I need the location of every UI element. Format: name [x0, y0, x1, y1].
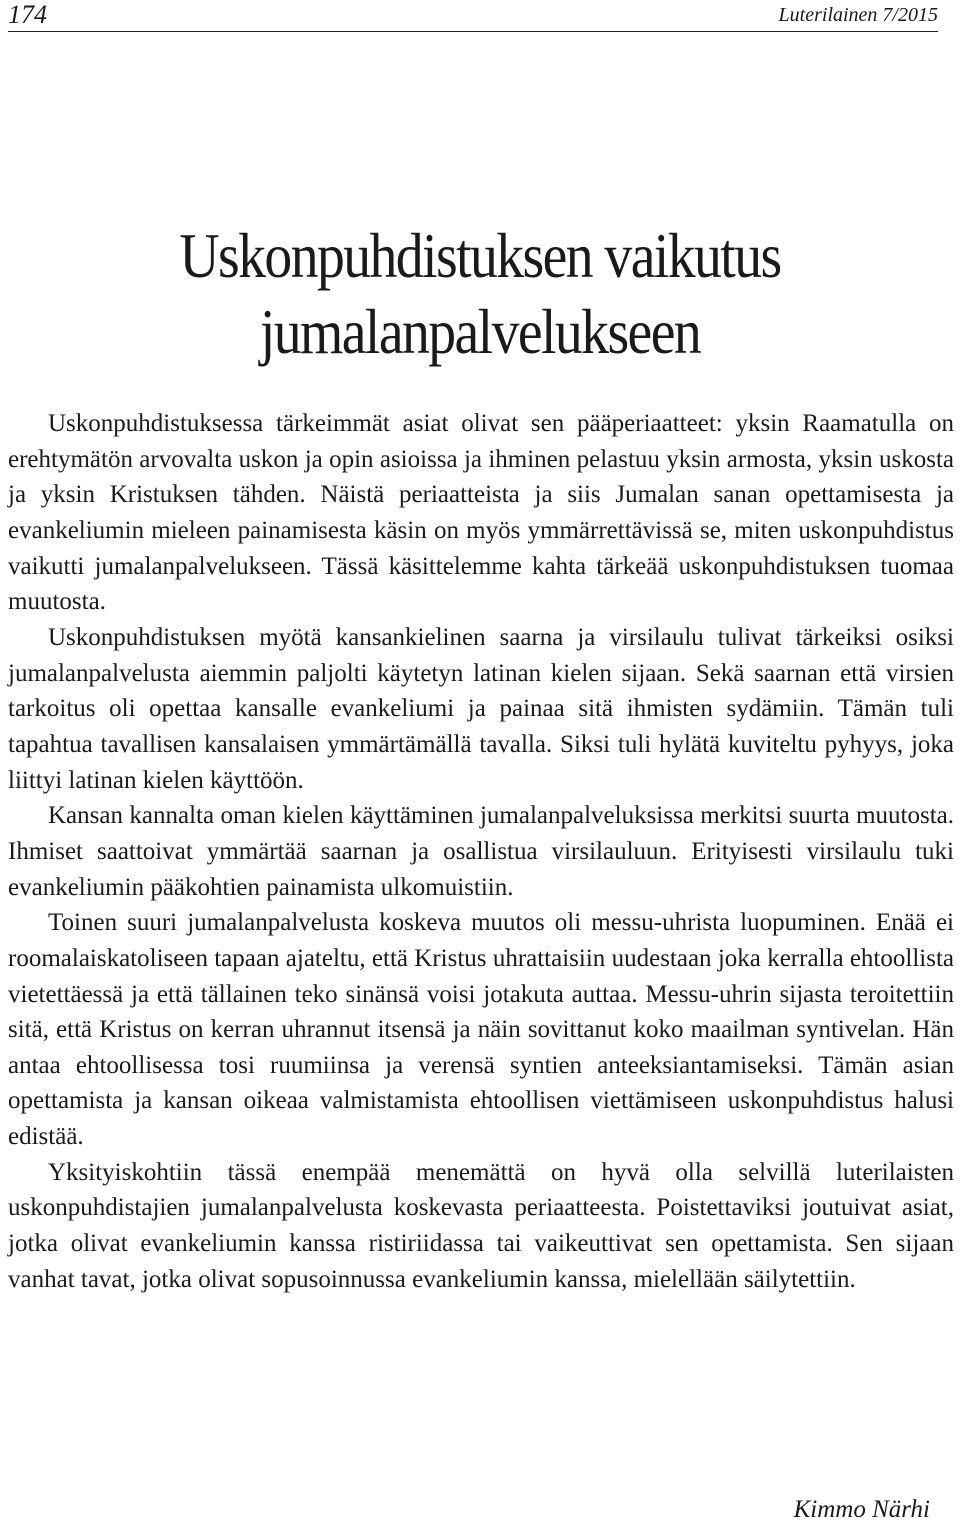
page-number: 174 [8, 0, 47, 29]
article-title [62, 218, 897, 370]
page-header [8, 0, 938, 32]
paragraph-1: Uskonpuhdistuksessa tärkeimmät asiat olivat sen pääperiaatteet: yksin Raamatulla on erehtymätön arvovalta uskon ja opin asioissa ja ihminen pelastuu yksin armosta, yksin uskosta ja yksin Kristuksen tähden. Näistä periaatteista ja siis Jumalan sanan opettamisesta ja evankeliumin mieleen painamisesta käsin on myös ymmärrettävissä se, miten uskonpuhdistus vaikutti jumalanpalvelukseen. Tässä käsittelemme kahta tärkeää uskonpuhdistuksen tuomaa muutosta. [8, 410, 954, 616]
paragraph-2: Uskonpuhdistuksen myötä kansankielinen saarna ja virsilaulu tulivat tärkeiksi osiksi jumalanpalvelusta aiemmin paljolti käytetyn latinan kielen sijaan. Sekä saarnan että virsien tarkoitus oli opettaa kansalle evankeliumi ja painaa sitä ihmisten sydämiin. Tämän tuli tapahtua tavallisen kansalaisen ymmärtämällä tavalla. Siksi tuli hylätä kuviteltu pyhyys, joka liittyi latinan kielen käyttöön. [8, 623, 954, 794]
publication-issue: Luterilainen 7/2015 [778, 4, 938, 26]
article-title-line-1: Uskonpuhdistuksen vaikutus [179, 220, 781, 291]
author-signature: Kimmo Närhi [793, 1496, 930, 1523]
paragraph-3: Kansan kannalta oman kielen käyttäminen jumalanpalveluksissa merkitsi suurta muutosta. Ihmiset saattoivat ymmärtää saarnan ja osallistua virsilauluun. Erityisesti virsilaulu tuki evankeliumin pääkohtien painamista ulkomuistiin. [8, 802, 954, 901]
article-title-line-2: jumalanpalvelukseen [259, 296, 701, 367]
paragraph-4: Toinen suuri jumalanpalvelusta koskeva muutos oli messu-uhrista luopuminen. Enää ei roomalaiskatoliseen tapaan ajateltu, että Kristus uhrattaisiin uudestaan joka kerralla ehtoollista vietettäessä ja että tällainen teko sinänsä voisi jotakuta auttaa. Messu-uhrin sijasta teroitettiin sitä, että Kristus on kerran uhrannut itsensä ja näin sovittanut koko maailman syntivelan. Hän antaa ehtoollisessa tosi ruumiinsa ja verensä syntien anteeksiantamiseksi. Tämän asian opettamista ja kansan oikeaa valmistamista ehtoollisen viettämiseen uskonpuhdistus halusi edistää. [8, 909, 954, 1151]
paragraph-5: Yksityiskohtiin tässä enempää menemättä on hyvä olla selvillä luterilaisten uskonpuhdistajien jumalanpalvelusta koskevasta periaatteesta. Poistettaviksi joutuivat asiat, jotka olivat evankeliumin kanssa ristiriidassa tai vaikeuttivat sen opettamista. Sen sijaan vanhat tavat, jotka olivat sopusoinnussa evankeliumin kanssa, mielellään säilytettiin. [8, 1158, 954, 1293]
article-body [8, 406, 954, 1297]
